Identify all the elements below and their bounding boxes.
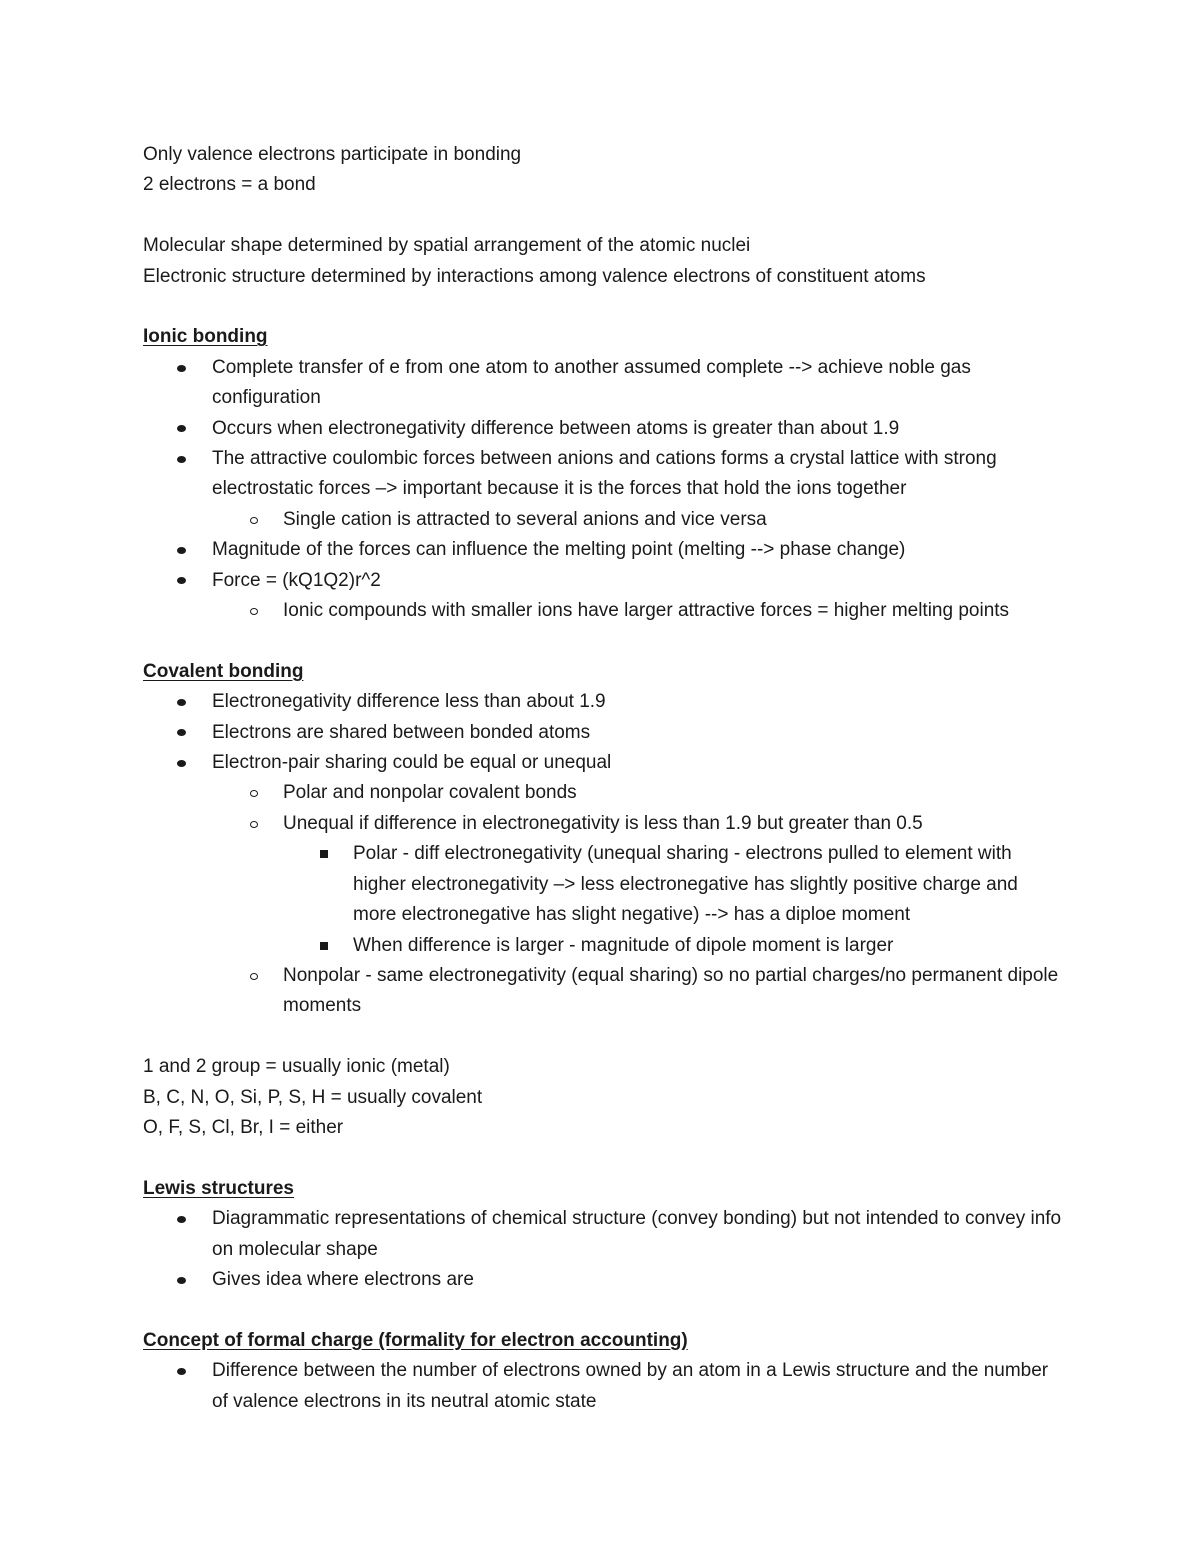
formal-charge-heading: Concept of formal charge (formality for electron accounting) <box>143 1329 688 1351</box>
square-bullet-icon <box>314 839 334 869</box>
disc-bullet-icon <box>171 566 191 596</box>
list-item: Diagrammatic representations of chemical structure (convey bonding) but not intended to convey info on molecular shape <box>143 1204 1063 1265</box>
disc-bullet-icon <box>171 353 191 383</box>
list-item: Complete transfer of e from one atom to another assumed complete --> achieve noble gas configuration <box>143 353 1063 414</box>
disc-bullet-icon <box>171 1265 191 1295</box>
list-item: The attractive coulombic forces between anions and cations forms a crystal lattice with strong electrostatic forces –> important because it is the forces that hold the ions together <box>143 444 1063 505</box>
covalent-heading: Covalent bonding <box>143 660 304 682</box>
disc-bullet-icon <box>171 748 191 778</box>
spacer <box>143 626 1063 656</box>
spacer <box>143 1143 1063 1173</box>
disc-bullet-icon <box>171 687 191 717</box>
circle-bullet-icon <box>244 809 264 839</box>
formal-list <box>143 1356 1063 1417</box>
disc-bullet-icon <box>171 1356 191 1386</box>
list-item: Occurs when electronegativity difference between atoms is greater than about 1.9 <box>143 414 1063 444</box>
lewis-list <box>143 1204 1063 1295</box>
list-item: Ionic compounds with smaller ions have larger attractive forces = higher melting points <box>143 596 1063 626</box>
intro-line-3: Molecular shape determined by spatial arrangement of the atomic nuclei <box>143 235 751 257</box>
square-bullet-icon <box>314 931 334 961</box>
list-item: Force = (kQ1Q2)r^2 <box>143 566 1063 596</box>
disc-bullet-icon <box>171 718 191 748</box>
list-item: Electronegativity difference less than about 1.9 <box>143 687 1063 717</box>
circle-bullet-icon <box>244 961 264 991</box>
disc-bullet-icon <box>171 414 191 444</box>
list-item: Difference between the number of electrons owned by an atom in a Lewis structure and the number of valence electrons in its neutral atomic state <box>143 1356 1063 1417</box>
document-page <box>143 140 1063 1417</box>
spacer <box>143 292 1063 322</box>
groups-line-3: O, F, S, Cl, Br, I = either <box>143 1116 344 1138</box>
disc-bullet-icon <box>171 1204 191 1234</box>
intro-line-2: 2 electrons = a bond <box>143 174 316 196</box>
groups-line-2: B, C, N, O, Si, P, S, H = usually covalent <box>143 1086 483 1108</box>
covalent-list <box>143 687 1063 1021</box>
disc-bullet-icon <box>171 444 191 474</box>
ionic-list <box>143 353 1063 627</box>
intro-line-4: Electronic structure determined by interactions among valence electrons of constituent atoms <box>143 265 926 287</box>
intro-line-1: Only valence electrons participate in bonding <box>143 144 522 165</box>
list-item: Electron-pair sharing could be equal or unequal <box>143 748 1063 778</box>
list-item: Nonpolar - same electronegativity (equal sharing) so no partial charges/no permanent dipole moments <box>143 961 1063 1022</box>
groups-line-1: 1 and 2 group = usually ionic (metal) <box>143 1056 450 1078</box>
ionic-heading: Ionic bonding <box>143 326 268 348</box>
list-item: When difference is larger - magnitude of dipole moment is larger <box>143 931 1063 961</box>
spacer <box>143 1295 1063 1325</box>
list-item: Single cation is attracted to several anions and vice versa <box>143 505 1063 535</box>
list-item: Gives idea where electrons are <box>143 1265 1063 1295</box>
list-item: Polar - diff electronegativity (unequal sharing - electrons pulled to element with higher electronegativity –> less electronegative has slightly positive charge and more electronegative has slight negative) --> has a diploe moment <box>143 839 1063 930</box>
disc-bullet-icon <box>171 535 191 565</box>
list-item: Magnitude of the forces can influence the melting point (melting --> phase change) <box>143 535 1063 565</box>
list-item: Electrons are shared between bonded atoms <box>143 718 1063 748</box>
spacer <box>143 1022 1063 1052</box>
circle-bullet-icon <box>244 778 264 808</box>
spacer <box>143 201 1063 231</box>
circle-bullet-icon <box>244 505 264 535</box>
list-item: Unequal if difference in electronegativity is less than 1.9 but greater than 0.5 <box>143 809 1063 839</box>
lewis-heading: Lewis structures <box>143 1177 294 1199</box>
list-item: Polar and nonpolar covalent bonds <box>143 778 1063 808</box>
circle-bullet-icon <box>244 596 264 626</box>
